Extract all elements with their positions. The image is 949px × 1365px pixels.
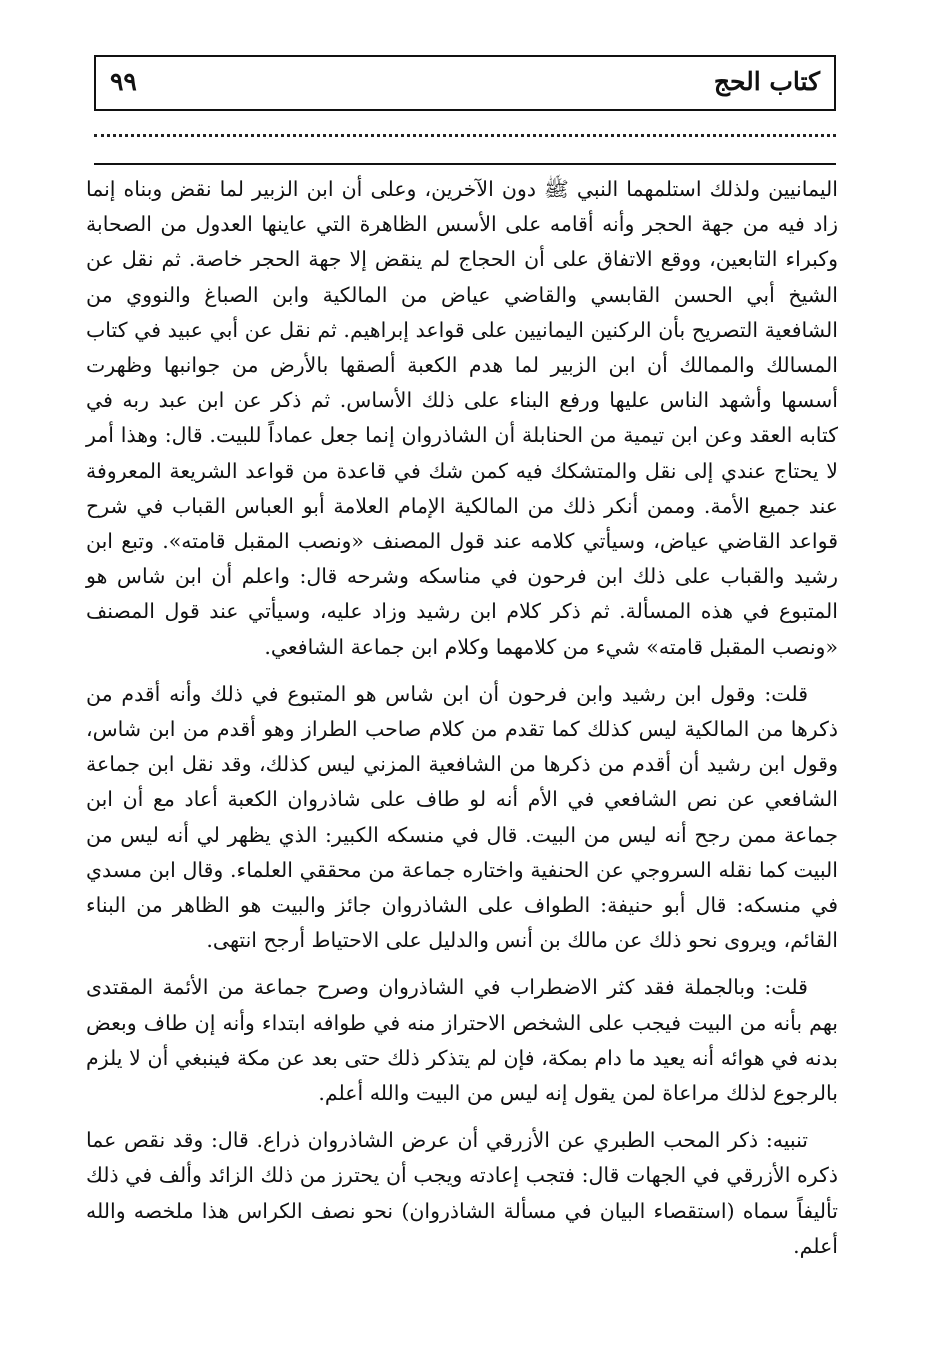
paragraph-3: قلت: وبالجملة فقد كثر الاضطراب في الشاذروان وصرح جماعة من الأئمة المقتدى بهم بأنه من البيت فيجب على الشخص الاحتراز منه في طوافه ابتداء وأنه إن طاف وبعض بدنه في هوائه أنه يعيد ما دام بمكة، فإن لم يتذكر ذلك حتى بعد عن مكة فينبغي أن لا يلزم بالرجوع لذلك مراعاة لمن يقول إنه ليس من البيت والله أعلم.: [86, 975, 838, 1106]
running-header: [94, 55, 836, 111]
page-number: ٩٩: [110, 67, 137, 96]
paragraph-2: قلت: وقول ابن رشيد وابن فرحون أن ابن شاس هو المتبوع في ذلك وأنه أقدم من ذكرها من المالكية ليس كذلك كما تقدم من كلام صاحب الطراز وهو أقدم من ابن شاس، وقول ابن رشيد أن أقدم من ذكرها من الشافعية المزني ليس كذلك، وقد نقل ابن جماعة الشافعي عن نص الشافعي في الأم أنه لو طاف على شاذروان الكعبة أعاد مع أن ابن جماعة ممن رجح أنه ليس من البيت. قال في منسكه الكبير: الذي يظهر لي أنه ليس من البيت كما نقله السروجي عن الحنفية واختاره جماعة من محققي العلماء. وقال ابن مسدي في منسكه: قال أبو حنيفة: الطواف على الشاذروان جائز والبيت هو الظاهر من البناء القائم، ويروى نحو ذلك عن مالك بن أنس والدليل على الاحتياط أرجح انتهى.: [86, 681, 838, 953]
book-title: كتاب الحج: [713, 67, 820, 96]
paragraph-4: تنبيه: ذكر المحب الطبري عن الأزرقي أن عرض الشاذروان ذراع. قال: وقد نقص عما ذكره الأزرقي في الجهات قال: فتجب إعادته ويجب أن يحترز من ذلك الزائد وألف في ذلك تأليفاً سماه (استقصاء البيان في مسألة الشاذروان) نحو نصف الكراس هذا ملخصه والله أعلم.: [86, 1128, 838, 1258]
body-text: [86, 172, 838, 1264]
solid-divider: [94, 163, 836, 165]
dotted-divider: [94, 134, 836, 137]
paragraph-1: اليمانيين ولذلك استلمهما النبي ﷺ دون الآخرين، وعلى أن ابن الزبير لما نقض وبناه إنما زاد فيه من جهة الحجر وأنه أقامه على الأسس الظاهرة التي عاينها العدول من الصحابة وكبراء التابعين، ووقع الاتفاق على أن الحجاج لم ينقض إلا جهة الحجر خاصة. ثم نقل عن الشيخ أبي الحسن القابسي والقاضي عياض من المالكية وابن الصباغ والنووي من الشافعية التصريح بأن الركنين اليمانيين على قواعد إبراهيم. ثم نقل عن أبي عبيد في كتاب المسالك والممالك أن ابن الزبير لما هدم الكعبة ألصقها بالأرض من جوانبها وظهرت أسسها وأشهد الناس عليها ورفع البناء على ذلك الأساس. ثم ذكر عن ابن عبد ربه في كتابه العقد وعن ابن تيمية من الحنابلة أن الشاذروان إنما جعل عماداً للبيت. قال: وهذا أمر لا يحتاج عندي إلى نقل والمتشكك فيه كمن شك في قاعدة من قواعد الشريعة المعروفة عند جميع الأمة. وممن أنكر ذلك من المالكية الإمام العلامة أبو العباس القباب في شرح قواعد القاضي عياض، وسيأتي كلامه عند قول المصنف «ونصب المقبل قامته». وتبع ابن رشيد والقباب على ذلك ابن فرحون في مناسكه وشرحه قال: واعلم أن ابن شاس هو المتبوع في هذه المسألة. ثم ذكر كلام ابن رشيد وزاد عليه، وسيأتي عند قول المصنف «ونصب المقبل قامته» شيء من كلامهما وكلام ابن جماعة الشافعي.: [86, 177, 838, 659]
